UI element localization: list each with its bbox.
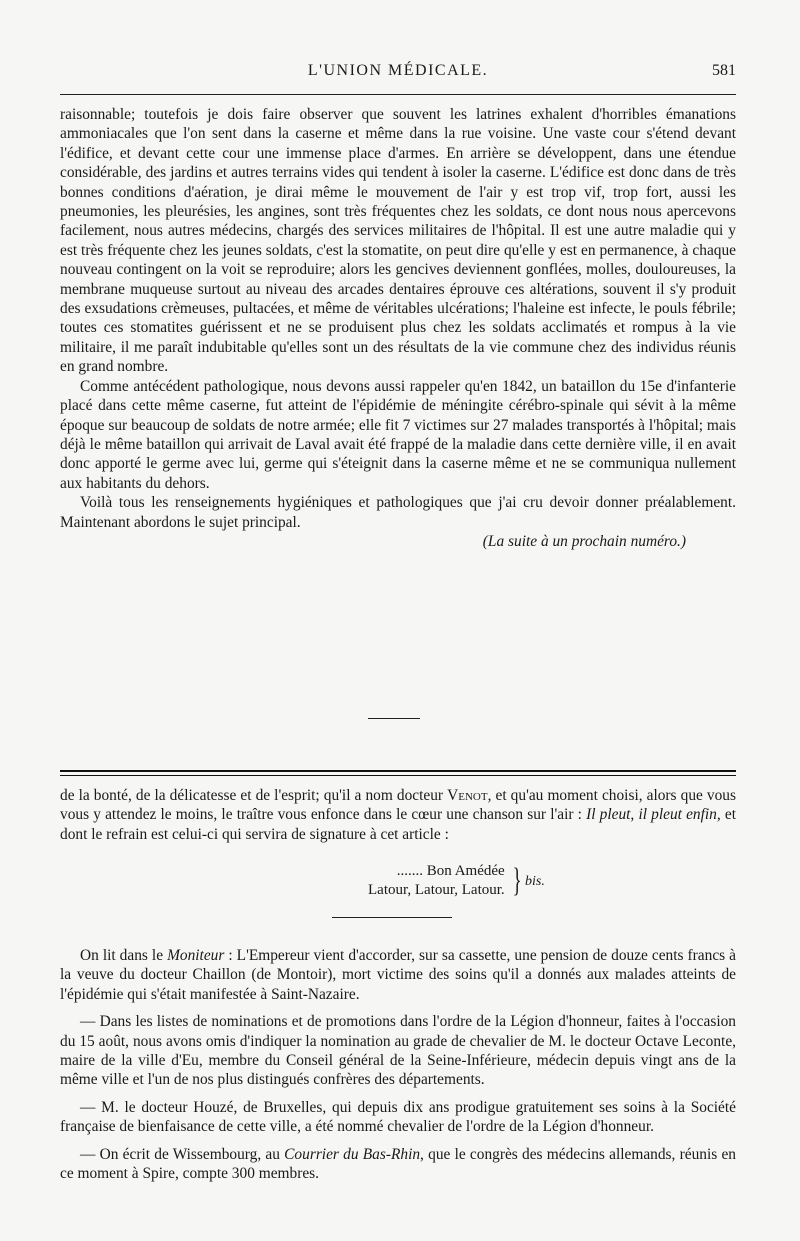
section-divider xyxy=(368,718,420,719)
news-item-1-source: Moniteur xyxy=(167,947,225,964)
feuilleton-text-middle: , et qu'au moment choisi, alors que vous vous y attendez le moins, le traître vous enfonce dans le cœur une chanson sur l'air : xyxy=(60,787,736,824)
brace-glyph: } xyxy=(512,862,522,899)
news-item-4 xyxy=(60,1145,736,1184)
doctor-name: Venot xyxy=(447,787,488,804)
song-lines xyxy=(368,862,505,900)
news-item-2: — Dans les listes de nominations et de promotions dans l'ordre de la Légion d'honneur, faites à l'occasion du 15 août, nous avons omis d'indiquer la nomination au grade de chevalier de M. le docteur Octave Leconte, maire de la ville d'Eu, membre du Conseil général de la Seine-Inférieure, médecin depuis vingt ans de la même ville et l'un de nos plus distingués confrères des départements. xyxy=(60,1013,736,1089)
feuilleton-text-before: de la bonté, de la délicatesse et de l'esprit; qu'il a nom docteur xyxy=(60,787,448,804)
article-paragraph-1: raisonnable; toutefois je dois faire observer que souvent les latrines exhalent d'horribles émanations ammoniacales que l'on sent dans la caserne et même dans la rue voisine. Une vaste cour s'étend devant l'édifice, et devant cette cour une immense place d'armes. En arrière se développent, dans une étendue considérable, des jardins et autres terrains vides qui tendent à isoler la caserne. L'édifice est donc dans de très bonnes conditions d'aération, je dirai même le mouvement de l'air y est trop vif, trop fort, aussi les pneumonies, les pleurésies, les angines, sont très fréquentes chez les soldats, ce dont nous nous apercevons facilement, nous autres médecins, chargés des services militaires de l'hôpital. Il est une autre maladie qui y est très fréquente chez les jeunes soldats, c'est la stomatite, on peut dire qu'elle y est en permanence, à chaque nouveau contingent on la voit se reproduire; alors les gencives deviennent gonflées, molles, douloureuses, la membrane muqueuse surtout au niveau des arcades dentaires éprouve ces altérations, souvent il s'y produit des exsudations crèmeuses, pultacées, et même de véritables ulcérations; l'haleine est infecte, le pouls fébrile; toutes ces stomatites guérissent et ne se produisent plus chez les soldats acclimatés et rompus à la vie militaire, il me paraît indubitable qu'elles sont un des résultats de la vie commune chez des individus réunis en grand nombre. xyxy=(60,106,736,376)
feuilleton xyxy=(60,786,736,844)
feuilleton-rule-top xyxy=(60,770,736,772)
news-item-1 xyxy=(60,946,736,1004)
feuilleton-rule-bottom xyxy=(60,775,736,776)
main-article xyxy=(60,105,736,551)
feuilleton-text-after: et dont le refrain est celui-ci qui servira de signature à cet article : xyxy=(60,806,736,843)
song-line-2: Latour, Latour, Latour. xyxy=(368,882,505,898)
song-title: Il pleut, il pleut enfin, xyxy=(586,806,721,824)
song-line-1: ....... Bon Amédée xyxy=(396,863,505,879)
news-item-1-text: : L'Empereur vient d'accorder, sur sa cassette, une pension de douze cents francs à la veuve du docteur Chaillon (de Montoir), mort victime des soins qu'il a donnés aux malades atteints de l'épidémie qui s'était manifestée à Saint-Nazaire. xyxy=(60,947,736,1003)
running-title: L'UNION MÉDICALE. xyxy=(307,62,489,79)
song-bis: bis. xyxy=(525,873,545,889)
news-item-4-intro: — On écrit de Wissembourg, au xyxy=(80,1145,285,1163)
article-paragraph-2: Comme antécédent pathologique, nous devons aussi rappeler qu'en 1842, un bataillon du 15e d'infanterie placé dans cette même caserne, fut atteint de l'épidémie de méningite cérébro-spinale qui sévit à la même époque sur beaucoup de soldats de notre armée; elle fit 7 victimes sur 27 malades transportés à l'hôpital; mais déjà le même bataillon qui arrivait de Laval avait été frappé de la maladie dans cette dernière ville, il en avait donc apporté le germe avec lui, germe qui s'éteignit dans la caserne même et ne se communiqua nullement aux habitants du dehors. xyxy=(60,377,736,492)
feuilleton-end-rule xyxy=(332,917,452,918)
article-paragraph-3: Voilà tous les renseignements hygiéniques et pathologiques que j'ai cru devoir donner préalablement. Maintenant abordons le sujet principal. xyxy=(60,494,736,531)
news-item-4-text: , que le congrès des médecins allemands, réunis en ce moment à Spire, compte 300 membres. xyxy=(60,1145,736,1183)
news-item-4-source: Courrier du Bas-Rhin xyxy=(284,1145,421,1163)
feuilleton-paragraph xyxy=(60,786,736,844)
song-refrain xyxy=(368,862,608,900)
header-rule xyxy=(60,94,736,95)
continuation-note: (La suite à un prochain numéro.) xyxy=(482,532,686,550)
news-item-1-intro: On lit dans le xyxy=(80,947,168,964)
news-item-3: — M. le docteur Houzé, de Bruxelles, qui depuis dix ans prodigue gratuitement ses soins à la Société française de bienfaisance de cette ville, a été nommé chevalier de l'ordre de la Légion d'honneur. xyxy=(60,1098,736,1136)
page-number: 581 xyxy=(712,62,736,79)
news-section xyxy=(60,946,736,1191)
page-header xyxy=(60,62,736,88)
